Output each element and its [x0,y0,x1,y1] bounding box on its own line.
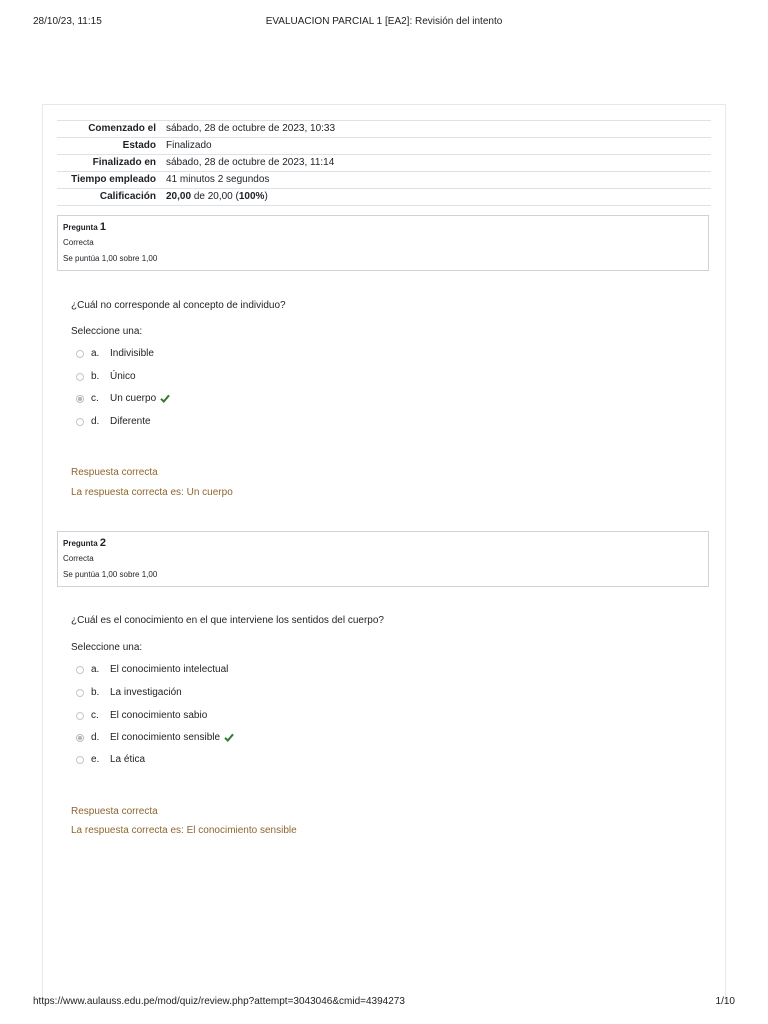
question-1-feedback-title: Respuesta correcta [71,467,158,478]
print-page-title: EVALUACION PARCIAL 1 [EA2]: Revisión del intento [265,16,503,27]
summary-value [161,189,711,206]
radio-button-selected[interactable] [76,395,84,403]
answer-text: Único [110,371,136,382]
question-1-prompt: Seleccione una: [71,326,143,337]
question-1-feedback-answer: La respuesta correcta es: Un cuerpo [71,487,233,498]
question-1-info [57,215,709,271]
question-number-value: 2 [99,537,107,549]
summary-value: Finalizado [161,138,711,155]
question-prefix: Pregunta [63,223,98,232]
print-footer [33,996,735,1010]
summary-row-state [57,138,711,155]
summary-row-finished [57,155,711,172]
grade-of-text: de 20,00 ( [193,191,239,202]
summary-label: Estado [57,138,161,155]
answer-letter: e. [91,754,100,765]
radio-button-selected[interactable] [76,734,84,742]
question-state: Correcta [63,554,94,563]
summary-row-grade [57,189,711,206]
question-2-info [57,531,709,587]
grade-percent: 100% [238,191,265,202]
print-datetime: 28/10/23, 11:15 [33,16,102,27]
answer-letter: a. [91,664,100,675]
question-1-text: ¿Cuál no corresponde al concepto de individuo? [71,300,286,311]
radio-button[interactable] [76,373,84,381]
answer-text: La ética [110,754,146,765]
attempt-summary-table [57,120,711,206]
radio-button[interactable] [76,350,84,358]
summary-value: 41 minutos 2 segundos [161,172,711,189]
answer-text: El conocimiento sabio [110,710,208,721]
grade-close: ) [264,191,268,202]
answer-text: Indivisible [110,348,154,359]
summary-label: Calificación [57,189,161,206]
question-2-answer-c[interactable] [76,709,207,722]
question-grade: Se puntúa 1,00 sobre 1,00 [63,254,158,263]
question-prefix: Pregunta [63,539,98,548]
answer-letter: c. [91,710,99,721]
question-2-prompt: Seleccione una: [71,642,143,653]
question-1-answer-a[interactable] [76,347,154,360]
check-icon [224,733,234,742]
answer-text: Un cuerpo [110,393,157,404]
summary-label: Tiempo empleado [57,172,161,189]
question-1-answer-d[interactable] [76,415,151,428]
question-1-answer-c[interactable] [76,392,170,405]
question-number [63,221,703,234]
print-header [33,16,735,30]
question-grade: Se puntúa 1,00 sobre 1,00 [63,570,158,579]
summary-label: Comenzado el [57,121,161,138]
question-2-text: ¿Cuál es el conocimiento en el que interviene los sentidos del cuerpo? [71,615,384,626]
question-2-answer-e[interactable] [76,753,145,766]
answer-letter: a. [91,348,100,359]
answer-text: El conocimiento sensible [110,732,221,743]
answer-text: La investigación [110,687,182,698]
radio-button[interactable] [76,756,84,764]
grade-score: 20,00 [166,191,192,202]
summary-label: Finalizado en [57,155,161,172]
answer-letter: b. [91,687,100,698]
answer-text: Diferente [110,416,151,427]
radio-button[interactable] [76,418,84,426]
question-2-answer-d[interactable] [76,731,234,744]
summary-value: sábado, 28 de octubre de 2023, 11:14 [161,155,711,172]
answer-letter: b. [91,371,100,382]
answer-letter: d. [91,732,100,743]
radio-button[interactable] [76,689,84,697]
radio-button[interactable] [76,712,84,720]
answer-letter: c. [91,393,99,404]
summary-value: sábado, 28 de octubre de 2023, 10:33 [161,121,711,138]
question-2-feedback-answer: La respuesta correcta es: El conocimiento sensible [71,825,297,836]
question-2-answer-b[interactable] [76,686,182,699]
radio-button[interactable] [76,666,84,674]
question-1-answer-b[interactable] [76,370,136,383]
question-2-feedback-title: Respuesta correcta [71,806,158,817]
summary-row-started [57,121,711,138]
answer-text: El conocimiento intelectual [110,664,229,675]
question-2-answer-a[interactable] [76,663,228,676]
question-state: Correcta [63,238,94,247]
question-number-value: 1 [99,221,107,233]
check-icon [160,394,170,403]
answer-letter: d. [91,416,100,427]
page-url: https://www.aulauss.edu.pe/mod/quiz/review.php?attempt=3043046&cmid=4394273 [33,996,405,1007]
question-number [63,537,703,550]
summary-row-time-taken [57,172,711,189]
page-number: 1/10 [715,996,735,1007]
